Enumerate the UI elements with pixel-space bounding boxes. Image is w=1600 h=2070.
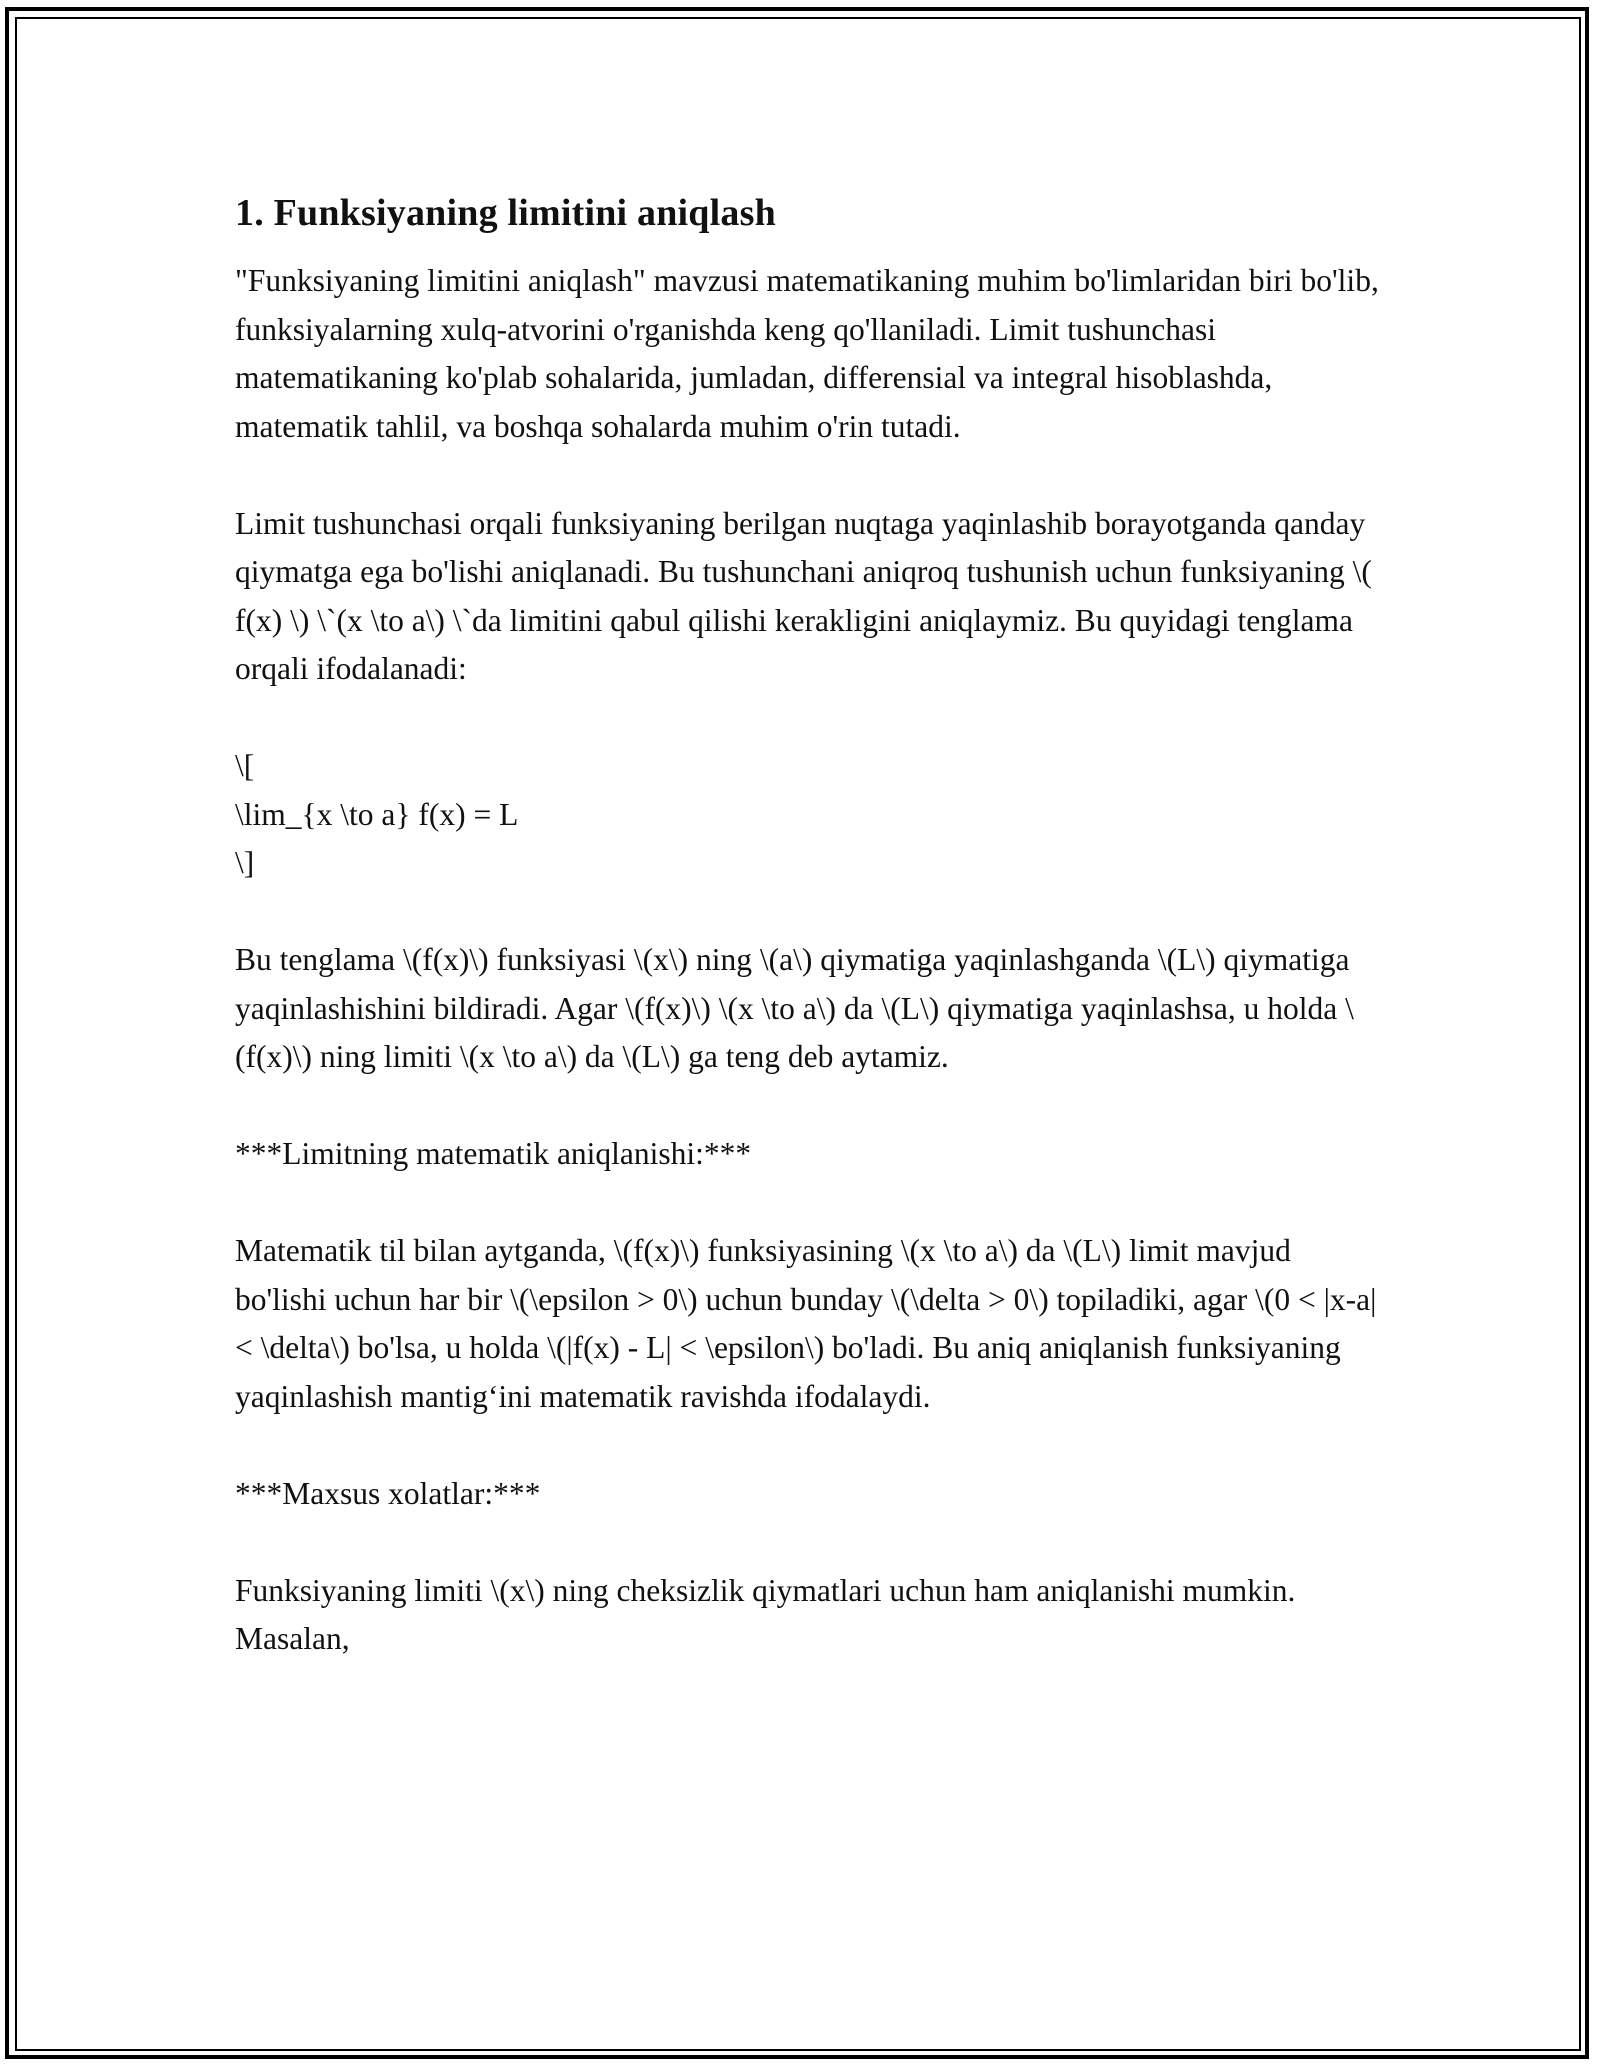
document-title: 1. Funksiyaning limitini aniqlash — [235, 192, 776, 234]
paragraph-intro: "Funksiyaning limitini aniqlash" mavzusi matematikaning muhim bo'limlaridan biri bo'lib, funksiyalarning xulq-atvorini o'rganishda keng qo'llaniladi. Limit tushunchasi matematikaning ko'plab sohalarida, jumladan, differensial va integral hisoblashda, matematik tahlil, va boshqa sohalarda muhim o'rin tutadi. — [235, 263, 1379, 444]
formula-close: \] — [235, 845, 255, 880]
formula-block — [235, 742, 1380, 888]
paragraph-formula-explanation: Bu tenglama \(f(x)\) funksiyasi \(x\) ning \(a\) qiymatiga yaqinlashganda \(L\) qiymatiga yaqinlashishini bildiradi. Agar \(f(x)\) \(x \to a\) da \(L\) qiymatiga yaqinlashsa, u holda \(f(x)\) ning limiti \(x \to a\) da \(L\) ga teng deb aytamiz. — [235, 942, 1354, 1074]
formula-open: \[ — [235, 748, 255, 783]
paragraph-special-cases: Funksiyaning limiti \(x\) ning cheksizlik qiymatlari uchun ham aniqlanishi mumkin. Masalan, — [235, 1572, 1296, 1656]
paragraph-limit-concept: Limit tushunchasi orqali funksiyaning berilgan nuqtaga yaqinlashib borayotganda qanday qiymatga ega bo'lishi aniqlanadi. Bu tushunchani aniqroq tushunish uchun funksiyaning \( f(x) \) \`(x \to a\) \`da limitini qabul qilishi kerakligini aniqlaymiz. Bu quyidagi tenglama orqali ifodalanadi: — [235, 505, 1372, 686]
section-heading-special-cases: ***Maxsus xolatlar:*** — [235, 1475, 541, 1511]
document-content — [235, 185, 1380, 1712]
formula-body: \lim_{x \to a} f(x) = L — [235, 796, 519, 832]
paragraph-definition: Matematik til bilan aytganda, \(f(x)\) funksiyasining \(x \to a\) da \(L\) limit mavjud bo'lishi uchun har bir \(\epsilon > 0\) uchun bunday \(\delta > 0\) topiladiki, agar \(0 < |x-a| < \delta\) bo'lsa, u holda \(|f(x) - L| < \epsilon\) bo'ladi. Bu aniq aniqlanish funksiyaning yaqinlashish mantig‘ini matematik ravishda ifodalaydi. — [235, 1233, 1377, 1414]
section-heading-definition: ***Limitning matematik aniqlanishi:*** — [235, 1136, 752, 1171]
